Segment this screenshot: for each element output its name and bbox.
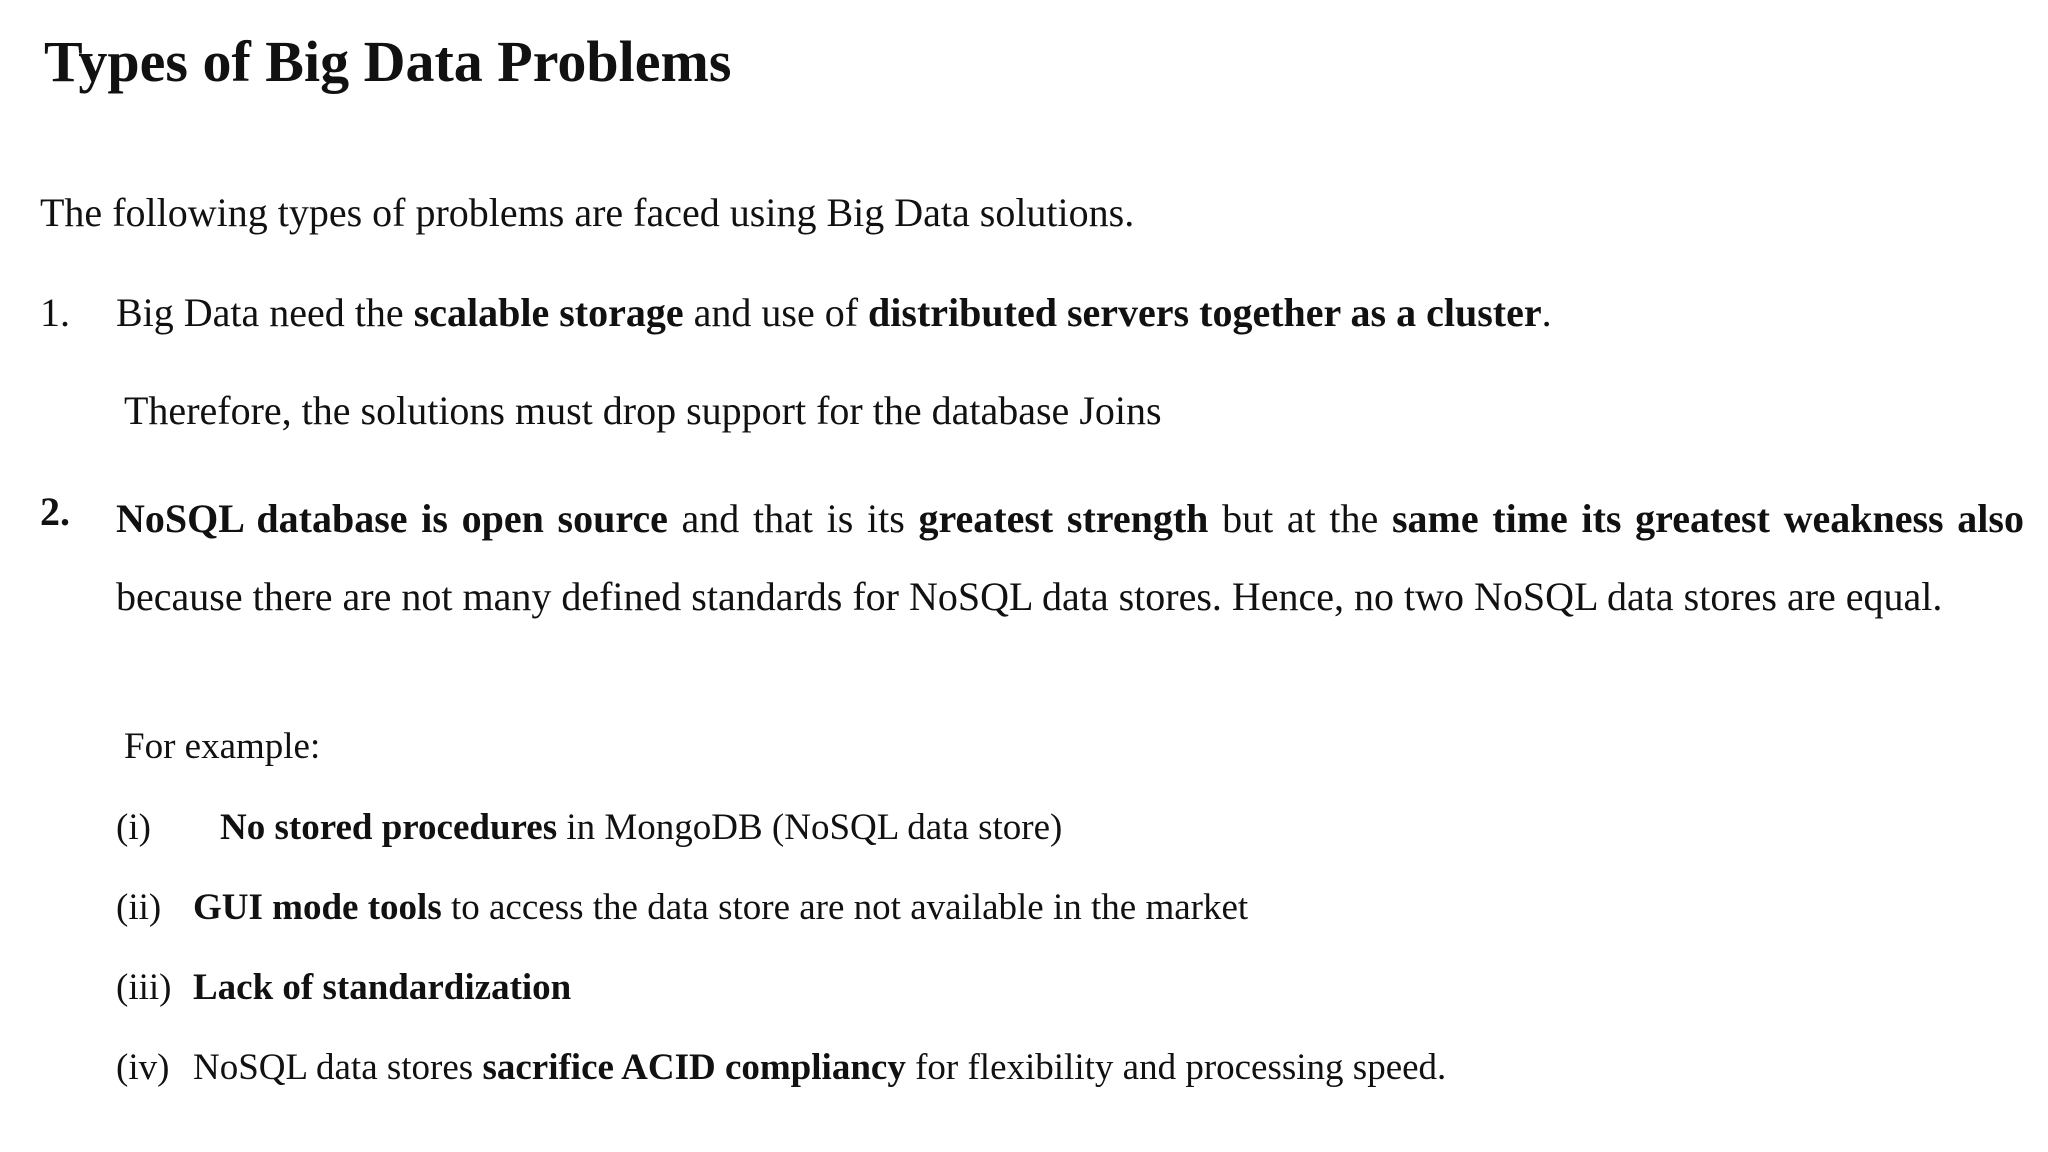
example-item-3-bold: Lack of standardization	[193, 967, 572, 1008]
item-1-bold-scalable-storage: scalable storage	[413, 290, 684, 335]
example-item-2-text: to access the data store are not available in the market	[441, 887, 1249, 928]
example-item-4-label: (iv)	[116, 1047, 170, 1088]
item-1-text-part: Big Data need the	[116, 290, 414, 335]
item-1-number: 1.	[40, 290, 70, 335]
example-item-4-bold: sacrifice ACID compliancy	[482, 1047, 906, 1088]
item-2-text-part: and that is its	[667, 496, 919, 541]
example-item-1-label: (i)	[116, 807, 151, 848]
example-item-2-bold: GUI mode tools	[193, 887, 442, 928]
item-2-bold-open-source: NoSQL database is open source	[116, 496, 668, 541]
item-1-text-part: .	[1541, 290, 1552, 335]
page-title: Types of Big Data Problems	[44, 29, 732, 94]
example-item-2-label: (ii)	[116, 887, 162, 928]
item-2-bold-greatest-weakness: same time its greatest weakness also	[1391, 496, 2024, 541]
example-item-2	[116, 884, 1248, 932]
example-label: For example:	[124, 726, 321, 767]
item-1-follow-text: Therefore, the solutions must drop support for the database Joins	[124, 388, 1162, 433]
example-item-4-text: for flexibility and processing speed.	[905, 1047, 1447, 1088]
item-1-text-part: and use of	[683, 290, 869, 335]
example-item-1-bold: No stored procedures	[220, 807, 558, 848]
item-1-text	[116, 287, 1552, 339]
example-item-3-label: (iii)	[116, 967, 172, 1008]
item-1-bold-distributed-servers: distributed servers together as a cluster	[868, 290, 1542, 335]
example-item-1	[116, 804, 1062, 852]
item-2-text-part: but at the	[1208, 496, 1392, 541]
item-2-number: 2.	[40, 489, 70, 534]
item-2-paragraph	[116, 480, 2024, 636]
item-2-text-part: because there are not many defined standards for NoSQL data stores. Hence, no two NoSQL data stores are equal.	[116, 574, 1943, 619]
example-item-4-pre: NoSQL data stores	[193, 1047, 483, 1088]
intro-paragraph: The following types of problems are faced using Big Data solutions.	[40, 190, 1135, 235]
item-2-bold-greatest-strength: greatest strength	[918, 496, 1209, 541]
example-item-3	[116, 964, 571, 1012]
example-item-4	[116, 1044, 1446, 1092]
example-item-1-text: in MongoDB (NoSQL data store)	[557, 807, 1063, 848]
